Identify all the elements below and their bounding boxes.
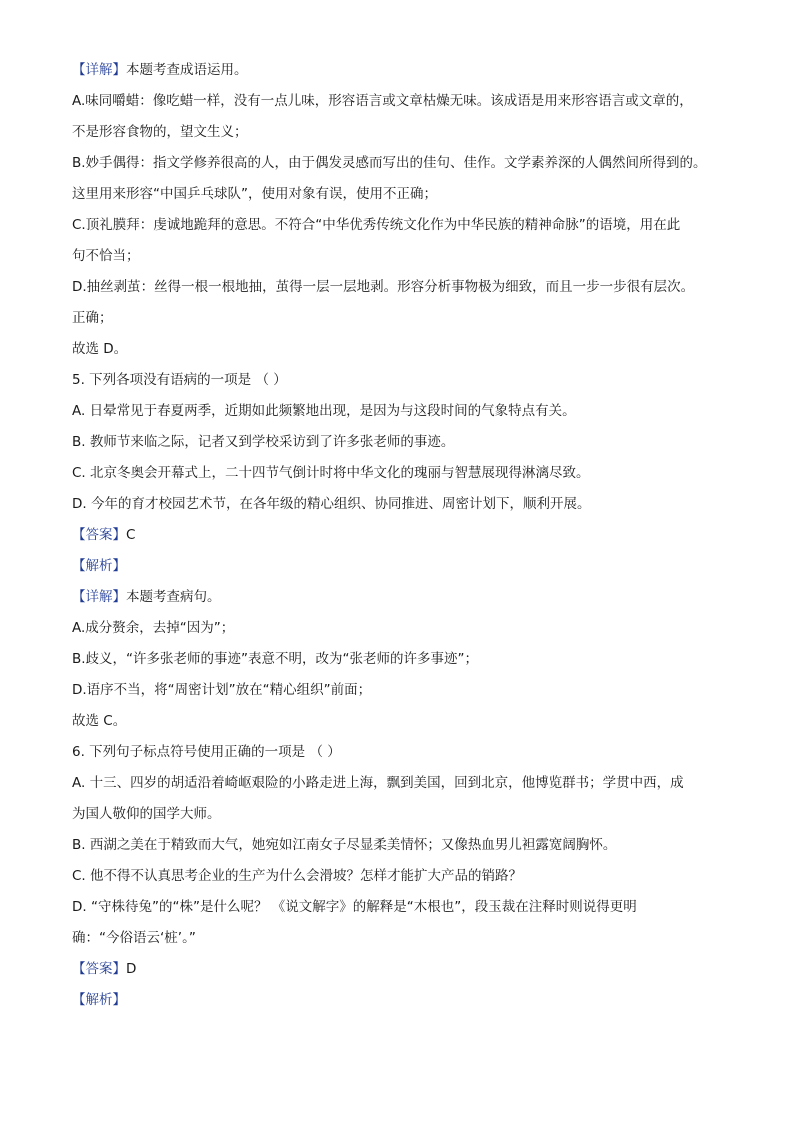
idiom-d-line-2: 正确； xyxy=(72,310,113,326)
q6-option-c: C. 他不得不认真思考企业的生产为什么会滑坡？怎样才能扩大产品的销路？ xyxy=(72,868,523,884)
idiom-c-line-2: 句不恰当； xyxy=(72,248,140,264)
idiom-a-line-1: A.味同嚼蜡：像吃蜡一样，没有一点儿味，形容语言或文章枯燥无味。该成语是用来形容语言或文章的， xyxy=(72,93,693,109)
q5-detail-line xyxy=(72,587,732,607)
q5-detail-text: 本题考查病句。 xyxy=(126,589,221,605)
q6-analysis-line xyxy=(72,990,732,1010)
q5-analysis-tag: 【解析】 xyxy=(72,558,126,574)
idiom-d-line-1: D.抽丝剥茧：丝得一根一根地抽，茧得一层一层地剥。形容分析事物极为细致，而且一步一步很有层次。 xyxy=(72,279,695,295)
q6-option-b: B. 西湖之美在于精致而大气，她宛如江南女子尽显柔美情怀；又像热血男儿袒露宽阔胸怀。 xyxy=(72,837,617,853)
section1-conclusion: 故选 D。 xyxy=(72,341,128,357)
detail-line xyxy=(72,60,732,80)
idiom-b-line-1: B.妙手偶得：指文学修养很高的人，由于偶发灵感而写出的佳句、佳作。文学素养深的人偶然间所得到的。 xyxy=(72,155,707,171)
q5-answer-value: C xyxy=(126,527,136,543)
detail-text: 本题考查成语运用。 xyxy=(126,62,248,78)
q5-option-d: D. 今年的育才校园艺术节，在各年级的精心组织、协同推进、周密计划下，顺利开展。 xyxy=(72,496,591,512)
q6-stem: 6. 下列句子标点符号使用正确的一项是 （ ） xyxy=(72,744,341,760)
q5-detail-tag: 【详解】 xyxy=(72,589,126,605)
q6-answer-value: D xyxy=(126,961,137,977)
q5-explanation-a: A.成分赘余，去掉“因为”； xyxy=(72,620,235,636)
q6-option-d-line-2: 确：“今俗语云‘桩’。” xyxy=(72,930,196,946)
q5-option-a: A. 日晕常见于春夏两季，近期如此频繁地出现，是因为与这段时间的气象特点有关。 xyxy=(72,403,576,419)
q6-analysis-tag: 【解析】 xyxy=(72,992,126,1008)
q6-option-d-line-1: D. “守株待兔”的“株”是什么呢？ 《说文解字》的解释是“木根也”，段玉裁在注释时则说得更明 xyxy=(72,899,637,915)
q5-analysis-line xyxy=(72,556,732,576)
q5-explanation-d: D.语序不当，将“周密计划”放在“精心组织”前面； xyxy=(72,682,372,698)
q5-answer-line xyxy=(72,525,732,545)
q5-option-b: B. 教师节来临之际，记者又到学校采访到了许多张老师的事迹。 xyxy=(72,434,455,450)
q5-option-c: C. 北京冬奥会开幕式上，二十四节气倒计时将中华文化的瑰丽与智慧展现得淋漓尽致。 xyxy=(72,465,590,481)
document-page xyxy=(72,60,732,1010)
q5-explanation-b: B.歧义，“许多张老师的事迹”表意不明，改为“张老师的许多事迹”； xyxy=(72,651,479,667)
idiom-b-line-2: 这里用来形容“中国乒乓球队”，使用对象有误，使用不正确； xyxy=(72,186,437,202)
q6-option-a-line-1: A. 十三、四岁的胡适沿着崎岖艰险的小路走进上海，飘到美国，回到北京，他博览群书；学贯中西，成 xyxy=(72,775,684,791)
q6-option-a-line-2: 为国人敬仰的国学大师。 xyxy=(72,806,221,822)
q5-answer-tag: 【答案】 xyxy=(72,527,126,543)
idiom-a-line-2: 不是形容食物的，望文生义； xyxy=(72,124,248,140)
q5-stem: 5. 下列各项没有语病的一项是 （ ） xyxy=(72,372,287,388)
q6-answer-tag: 【答案】 xyxy=(72,961,126,977)
q6-answer-line xyxy=(72,959,732,979)
idiom-c-line-1: C.顶礼膜拜：虔诚地跪拜的意思。不符合“中华优秀传统文化作为中华民族的精神命脉”的语境，用在此 xyxy=(72,217,681,233)
detail-tag: 【详解】 xyxy=(72,62,126,78)
q5-conclusion: 故选 C。 xyxy=(72,713,127,729)
